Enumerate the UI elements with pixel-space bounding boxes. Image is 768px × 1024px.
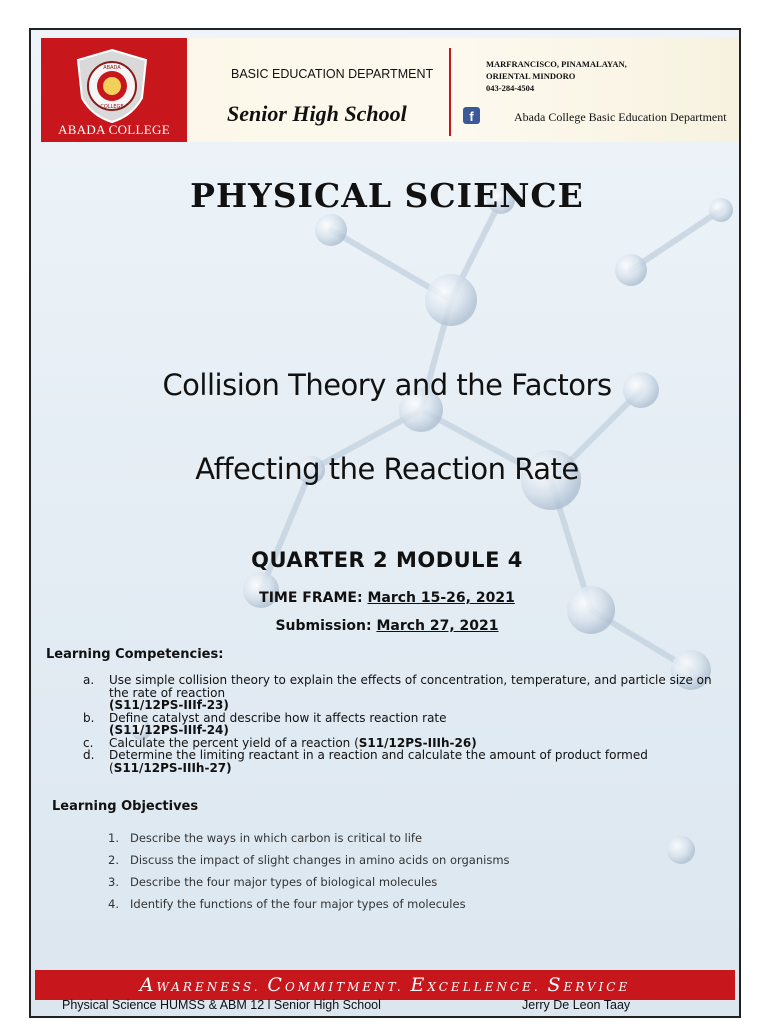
objective-text: Describe the four major types of biological molecules bbox=[130, 875, 438, 889]
submission-value: March 27, 2021 bbox=[376, 618, 499, 634]
competency-text: Determine the limiting reactant in a reaction and calculate the amount of product formed ( bbox=[109, 748, 648, 775]
objective-item bbox=[108, 875, 708, 897]
footer-author: Jerry De Leon Taay bbox=[522, 998, 631, 1012]
motto-initial: E bbox=[410, 974, 428, 996]
objectives-list bbox=[108, 831, 708, 919]
topic-title-line-1: Collision Theory and the Factors bbox=[162, 368, 612, 402]
facebook-icon[interactable]: f bbox=[463, 107, 480, 124]
competency-letter: d. bbox=[83, 748, 95, 762]
motto-initial: C bbox=[267, 974, 285, 996]
competency-letter: b. bbox=[83, 710, 95, 725]
objective-item bbox=[108, 853, 708, 875]
motto-word: ERVICE bbox=[563, 980, 631, 994]
motto-initial: S bbox=[547, 974, 564, 996]
competencies-heading: Learning Competencies: bbox=[46, 647, 224, 662]
motto-word: WARENESS. bbox=[156, 980, 261, 994]
motto-bar bbox=[35, 970, 735, 1000]
objective-item bbox=[108, 831, 708, 853]
program-name: Senior High School bbox=[227, 101, 407, 126]
competency-item bbox=[83, 674, 723, 712]
objective-number: 2. bbox=[108, 853, 119, 867]
motto-word: OMMITMENT. bbox=[284, 980, 404, 994]
header-banner bbox=[41, 38, 739, 142]
topic-title-line-2: Affecting the Reaction Rate bbox=[195, 452, 579, 486]
time-frame-label: TIME FRAME: bbox=[259, 590, 368, 606]
objective-number: 3. bbox=[108, 875, 119, 889]
motto-word: XCELLENCE. bbox=[427, 980, 541, 994]
seal-bottom-text: COLLEGE bbox=[100, 104, 124, 110]
module-title: QUARTER 2 MODULE 4 bbox=[251, 548, 523, 572]
motto-initial: A bbox=[139, 974, 157, 996]
address-line-2: ORIENTAL MINDORO bbox=[486, 71, 576, 81]
objective-text: Discuss the impact of slight changes in amino acids on organisms bbox=[130, 853, 510, 867]
competency-letter: c. bbox=[83, 735, 94, 750]
seal-top-text: ABADA bbox=[103, 65, 121, 71]
subject-title: PHYSICAL SCIENCE bbox=[190, 176, 584, 215]
cover-page bbox=[29, 28, 741, 1018]
school-seal-icon bbox=[72, 48, 152, 124]
objective-text: Identify the functions of the four major types of molecules bbox=[130, 897, 466, 911]
department-name: BASIC EDUCATION DEPARTMENT bbox=[231, 67, 434, 81]
school-address bbox=[486, 58, 627, 94]
competency-item bbox=[83, 749, 723, 774]
objective-item bbox=[108, 897, 708, 919]
address-line-1: MARFRANCISCO, PINAMALAYAN, bbox=[486, 59, 627, 69]
objective-number: 1. bbox=[108, 831, 119, 845]
competency-letter: a. bbox=[83, 673, 95, 687]
competencies-list bbox=[83, 674, 723, 774]
header-divider bbox=[449, 48, 451, 136]
objective-number: 4. bbox=[108, 897, 119, 911]
objective-text: Describe the ways in which carbon is critical to life bbox=[130, 831, 423, 845]
competency-code: (S11/12PS-IIIf-23) bbox=[109, 698, 229, 712]
time-frame-value: March 15-26, 2021 bbox=[367, 590, 515, 606]
phone-number: 043-284-4504 bbox=[486, 83, 535, 93]
competency-code: (S11/12PS-IIIf-24) bbox=[109, 723, 229, 737]
objectives-heading: Learning Objectives bbox=[52, 799, 199, 814]
time-frame bbox=[31, 590, 741, 606]
school-name: ABADA COLLEGE bbox=[58, 122, 170, 137]
competency-item bbox=[83, 712, 723, 737]
school-logo bbox=[41, 38, 187, 142]
competency-text: Define catalyst and describe how it affects reaction rate bbox=[109, 710, 447, 725]
competency-code: S11/12PS-IIIh-26) bbox=[358, 735, 477, 750]
facebook-page-name[interactable]: Abada College Basic Education Department bbox=[514, 110, 727, 124]
competency-code: S11/12PS-IIIh-27) bbox=[113, 760, 232, 775]
submission-label: Submission: bbox=[275, 618, 377, 634]
footer-course: Physical Science HUMSS & ABM 12 l Senior High School bbox=[62, 998, 381, 1012]
competency-text: Use simple collision theory to explain the effects of concentration, temperature, and particle size on the rate of reaction bbox=[109, 673, 712, 700]
competency-text: Calculate the percent yield of a reaction ( bbox=[109, 735, 359, 750]
submission-date bbox=[31, 618, 741, 634]
